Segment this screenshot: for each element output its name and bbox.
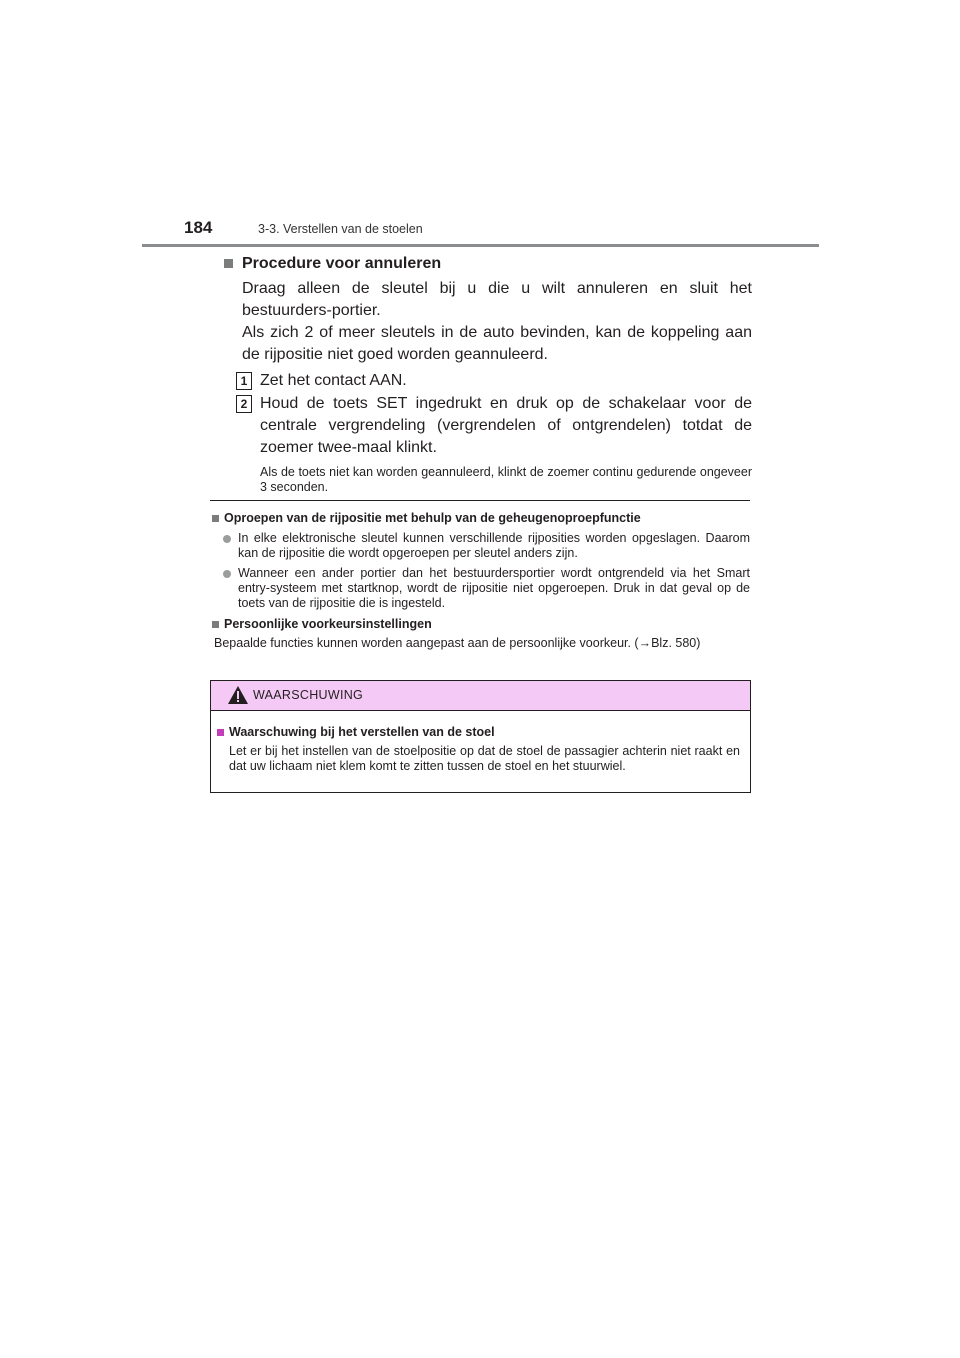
round-bullet-icon — [223, 535, 231, 543]
warning-box — [210, 680, 751, 793]
notes-section — [210, 509, 750, 651]
step-number-badge: 2 — [236, 395, 252, 413]
warning-header — [211, 681, 750, 711]
step-item — [236, 370, 752, 392]
note-heading-text: Persoonlijke voorkeursinstellingen — [224, 617, 432, 631]
warning-text: Let er bij het instellen van de stoelpositie op dat de stoel de passagier achterin niet raakt en dat uw lichaam niet klem komt te zitten tussen de stoel en het stuurwiel. — [229, 744, 740, 773]
paragraph-1: Draag alleen de sleutel bij u die u wilt annuleren en sluit het bestuurders-portier. — [242, 280, 752, 319]
note-heading-preferences — [210, 617, 750, 632]
notes-divider — [210, 500, 750, 501]
square-bullet-icon — [212, 621, 219, 628]
paragraph-2: Als zich 2 of meer sleutels in de auto bevinden, kan de koppeling aan de rijpositie niet goed worden geannuleerd. — [242, 324, 752, 363]
warning-title: WAARSCHUWING — [253, 688, 364, 702]
step-list — [236, 370, 752, 459]
round-bullet-icon — [223, 570, 231, 578]
note-heading-recall — [210, 511, 750, 526]
warning-heading — [215, 725, 740, 740]
step-text: Zet het contact AAN. — [260, 372, 407, 389]
bullet-text: Wanneer een ander portier dan het bestuurdersportier wordt ontgrendeld via het Smart entry-systeem met startknop, wordt de rijpositie niet opgeroepen. Druk in dat geval op de toets van de rijpositie die is ingesteld. — [238, 566, 750, 610]
step-note: Als de toets niet kan worden geannuleerd, klinkt de zoemer continu gedurende ongeveer 3 seconden. — [260, 465, 752, 494]
section-heading — [222, 254, 752, 274]
section-heading-text: Procedure voor annuleren — [242, 255, 442, 272]
bullet-text: In elke elektronische sleutel kunnen verschillende rijposities worden opgeslagen. Daarom kan de rijpositie die wordt opgeroepen per sleutel anders zijn. — [238, 531, 750, 560]
square-bullet-icon — [212, 515, 219, 522]
warning-body — [211, 711, 750, 774]
list-item — [210, 566, 750, 611]
page-header — [184, 216, 824, 246]
header-divider — [142, 244, 819, 247]
cancel-procedure-section — [222, 254, 752, 495]
step-item — [236, 393, 752, 459]
warning-heading-text: Waarschuwing bij het verstellen van de stoel — [229, 725, 495, 739]
square-bullet-icon — [224, 259, 233, 268]
square-bullet-icon — [217, 729, 224, 736]
step-number-badge: 1 — [236, 372, 252, 390]
page-number: 184 — [184, 218, 213, 237]
warning-triangle-icon — [227, 685, 249, 705]
chapter-title: 3-3. Verstellen van de stoelen — [258, 222, 423, 236]
step-text: Houd de toets SET ingedrukt en druk op de schakelaar voor de centrale vergrendeling (vergrendelen of ontgrendelen) totdat de zoemer twee-maal klinkt. — [260, 395, 752, 456]
list-item — [210, 531, 750, 561]
preferences-text: Bepaalde functies kunnen worden aangepast aan de persoonlijke voorkeur. (→Blz. 580) — [214, 636, 701, 650]
note-heading-text: Oproepen van de rijpositie met behulp van de geheugenoproepfunctie — [224, 511, 641, 525]
